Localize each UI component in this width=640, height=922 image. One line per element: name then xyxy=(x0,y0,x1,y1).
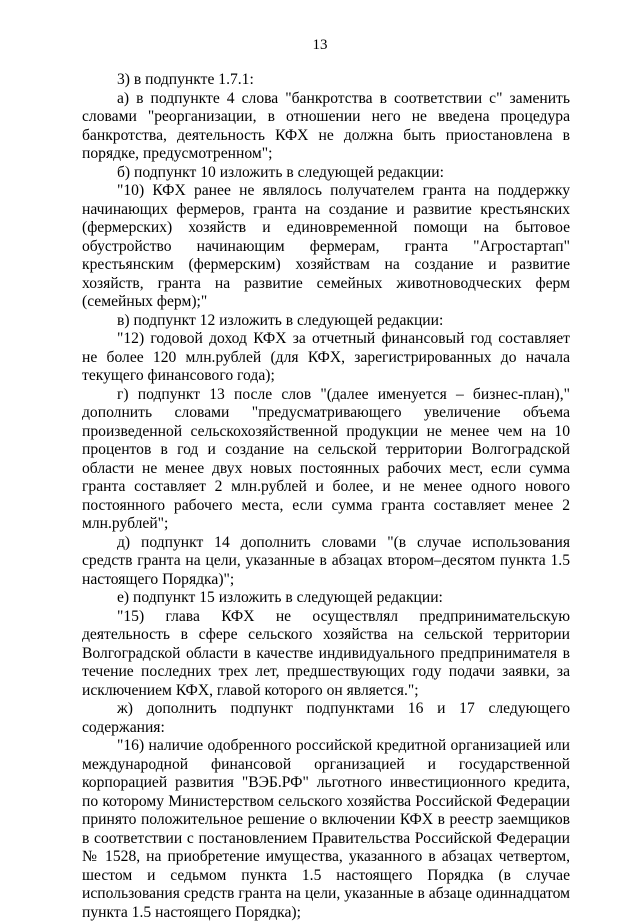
paragraph-item-d: д) подпункт 14 дополнить словами "(в случае использования средств гранта на цели, указанные в абзацах втором–десятом пункта 1.5 настоящего Порядка)"; xyxy=(82,533,570,588)
paragraph-item-e: е) подпункт 15 изложить в следующей редакции: xyxy=(117,589,443,606)
page-number: 13 xyxy=(312,37,328,53)
paragraph-item-v: в) подпункт 12 изложить в следующей редакции: xyxy=(117,311,444,329)
paragraph-item-b: б) подпункт 10 изложить в следующей редакции: xyxy=(117,163,444,181)
document-body xyxy=(82,71,570,922)
paragraph-subitem-15: "15) глава КФХ не осуществлял предпринимательскую деятельность в сфере сельского хозяйства на сельской территории Волгоградской области в качестве индивидуального предпринимателя в течение последних трех лет, предшествующих году подачи заявки, за исключением КФХ, главой которого он является."; xyxy=(82,607,570,699)
paragraph-subitem-10: "10) КФХ ранее не являлось получателем гранта на поддержку начинающих фермеров, гранта на создание и развитие крестьянских (фермерских) хозяйств и единовременной помощи на бытовое обустройство начинающим фермерам, гранта "Агростартап" крестьянским (фермерским) хозяйствам на создание и развитие хозяйств, гранта на развитие семейных животноводческих ферм (семейных ферм);" xyxy=(82,182,570,310)
paragraph-subitem-16: "16) наличие одобренного российской кредитной организацией или международной финансовой организацией и государственной корпорацией развития "ВЭБ.РФ" льготного инвестиционного кредита, по которому Министерством сельского хозяйства Российской Федерации принято положительное решение о включении КФХ в реестр заемщиков в соответствии с постановлением Правительства Российской Федерации № 1528, на приобретение имущества, указанного в абзацах четвертом, шестом и седьмом пункта 1.5 настоящего Порядка (в случае использования средств гранта на цели, указанные в абзаце одиннадцатом пункта 1.5 настоящего Порядка); xyxy=(82,737,570,921)
paragraph-item-g: г) подпункт 13 после слов "(далее именуется – бизнес-план)," дополнить словами "предусматривающего увеличение объема произведенной сельскохозяйственной продукции не менее чем на 10 процентов в год и создание на сельской территории Волгоградской области не менее двух новых постоянных рабочих мест, если сумма гранта составляет 2 млн.рублей и более, и не менее одного нового постоянного рабочего места, если сумма гранта составляет менее 2 млн.рублей"; xyxy=(82,385,570,532)
paragraph-item-a: а) в подпункте 4 слова "банкротства в соответствии с" заменить словами "реорганизации, в отношении него не введена процедура банкротства, деятельность КФХ не должна быть приостановлена в порядке, предусмотренном"; xyxy=(82,89,570,162)
paragraph-item-3: 3) в подпункте 1.7.1: xyxy=(117,71,254,88)
paragraph-subitem-12: "12) годовой доход КФХ за отчетный финансовый год составляет не более 120 млн.рублей (для КФХ, зарегистрированных до начала текущего финансового года); xyxy=(82,330,570,384)
paragraph-item-zh: ж) дополнить подпункт подпунктами 16 и 17 следующего содержания: xyxy=(82,700,570,736)
